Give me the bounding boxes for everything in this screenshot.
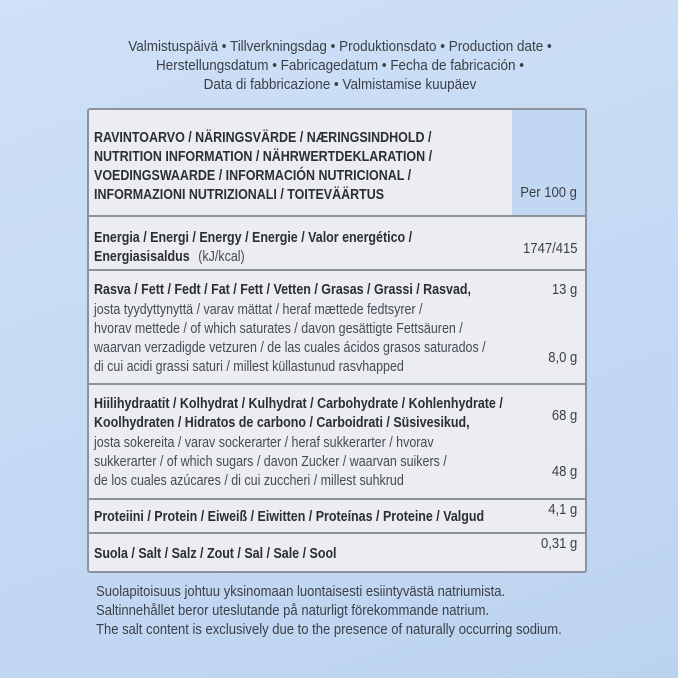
header-line: Data di fabbricazione • Valmistamise kuupäev bbox=[203, 77, 477, 93]
fat-row bbox=[89, 269, 585, 385]
fat-sub-line: waarvan verzadigde vetzuren / de las cuales ácidos grasos saturados / bbox=[94, 340, 486, 356]
carbohydrate-label: Hiilihydraatit / Kolhydrat / Kulhydrat / Carbohydrate / Kohlenhydrate / bbox=[94, 396, 503, 412]
energy-label-line2 bbox=[94, 248, 245, 267]
heading-line: NUTRITION INFORMATION / NÄHRWERTDEKLARATION / bbox=[94, 149, 433, 165]
energy-label-bold: Energiasisaldus bbox=[94, 249, 190, 265]
carbohydrate-row bbox=[89, 383, 585, 500]
protein-row bbox=[89, 498, 585, 534]
heading-line: INFORMAZIONI NUTRIZIONALI / TOITEVÄÄRTUS bbox=[94, 187, 385, 203]
salt-note bbox=[96, 583, 562, 640]
protein-label: Proteiini / Protein / Eiweiß / Eiwitten / Proteínas / Proteine / Valgud bbox=[94, 509, 485, 525]
carbs-sub-line: de los cuales azúcares / di cui zuccheri / millest suhkrud bbox=[94, 473, 404, 489]
energy-label: Energia / Energi / Energy / Energie / Valor energético / bbox=[94, 230, 413, 246]
fat-sub-line: hvorav mettede / of which saturates / davon gesättigte Fettsäuren / bbox=[94, 321, 463, 337]
salt-row bbox=[89, 532, 585, 573]
heading-line: RAVINTOARVO / NÄRINGSVÄRDE / NÆRINGSINDHOLD / bbox=[94, 130, 432, 146]
salt-value: 0,31 g bbox=[540, 536, 577, 552]
saturates-value: 8,0 g bbox=[547, 350, 577, 366]
energy-unit: (kJ/kcal) bbox=[198, 249, 245, 265]
fat-sub-line: di cui acidi grassi saturi / millest küllastunud rasvhapped bbox=[94, 359, 404, 375]
per-100g-label: Per 100 g bbox=[520, 185, 577, 201]
energy-value: 1747/415 bbox=[522, 241, 577, 257]
header-line: Herstellungsdatum • Fabricagedatum • Fecha de fabricación • bbox=[156, 58, 524, 74]
footer-line: Suolapitoisuus johtuu yksinomaan luontaisesti esiintyvästä natriumista. bbox=[96, 584, 506, 600]
fat-label: Rasva / Fett / Fedt / Fat / Fett / Vetten / Grasas / Grassi / Rasvad, bbox=[94, 282, 472, 298]
carbs-sub-line: josta sokereita / varav sockerarter / heraf sukkerarter / hvorav bbox=[94, 435, 434, 451]
energy-row bbox=[89, 215, 585, 271]
fat-sub-line: josta tyydyttynyttä / varav mättat / heraf mættede fedtsyrer / bbox=[94, 302, 423, 318]
salt-label: Suola / Salt / Salz / Zout / Sal / Sale / Sool bbox=[94, 546, 337, 562]
carbohydrate-label-line2: Koolhydraten / Hidratos de carbono / Carboidrati / Süsivesikud, bbox=[94, 415, 470, 431]
footer-line: The salt content is exclusively due to the presence of naturally occurring sodium. bbox=[96, 622, 562, 638]
sugars-value: 48 g bbox=[551, 464, 577, 480]
fat-value: 13 g bbox=[551, 282, 577, 298]
carbs-sub-line: sukkerarter / of which sugars / davon Zucker / waarvan suikers / bbox=[94, 454, 447, 470]
production-date-label bbox=[61, 38, 619, 95]
table-heading-row bbox=[89, 110, 585, 215]
nutrition-table bbox=[87, 108, 587, 573]
heading-line: VOEDINGSWAARDE / INFORMACIÓN NUTRICIONAL / bbox=[94, 168, 412, 184]
footer-line: Saltinnehållet beror uteslutande på naturligt förekommande natrium. bbox=[96, 603, 490, 619]
protein-value: 4,1 g bbox=[547, 502, 577, 518]
header-line: Valmistuspäivä • Tillverkningsdag • Produktionsdato • Production date • bbox=[128, 39, 552, 55]
carbohydrate-value: 68 g bbox=[551, 408, 577, 424]
